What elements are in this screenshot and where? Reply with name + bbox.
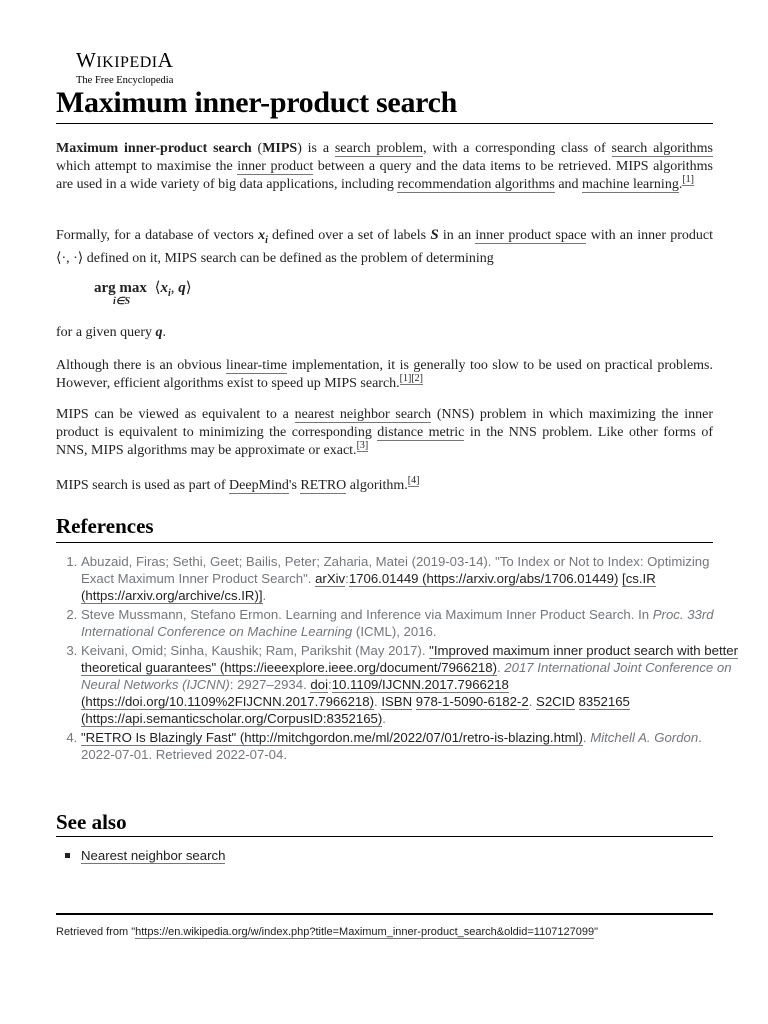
references-divider bbox=[56, 542, 713, 543]
link-retro[interactable]: RETRO bbox=[300, 478, 347, 493]
link-linear-time[interactable]: linear-time bbox=[226, 358, 288, 373]
link-isbn-value[interactable]: 978-1-5090-6182-2 bbox=[415, 694, 529, 709]
link-search-algorithms[interactable]: search algorithms bbox=[611, 141, 713, 156]
link-s2cid-value[interactable]: 8352165 (https://api.semanticscholar.org/CorpusID:8352165) bbox=[81, 694, 630, 726]
math-x-i: $x_i$ bbox=[258, 228, 268, 246]
link-arxiv-id[interactable]: 1706.01449 (https://arxiv.org/abs/1706.01449) bbox=[348, 571, 619, 586]
argmax-formula: arg max i∈S $⟨x_i$, q⟩ bbox=[94, 280, 192, 307]
see-also-heading: See also bbox=[56, 810, 127, 834]
citation-4[interactable]: [4] bbox=[407, 475, 420, 487]
title-divider bbox=[56, 123, 713, 124]
retro-paragraph: MIPS search is used as part of DeepMind's RETRO algorithm.[4] bbox=[56, 475, 420, 493]
performance-paragraph: Although there is an obvious linear-time implementation, it is generally too slow to be used on practical problems. However, efficient algorithms exist to speed up MIPS search.[1][2] bbox=[56, 358, 714, 391]
reference-item: 3. Keivani, Omid; Sinha, Kaushik; Ram, Parikshit (May 2017). "Improved maximum inner product search with better theoretical guarantees" (https://ieeexplore.ieee.org/document/7966218). 2017 International Joint Conference on Neural Networks (IJCNN): 2927–2934. doi:10.1109/IJCNN.2017.7966218 (https://doi.org/10.1109%2FIJCNN.2017.7966218). ISBN 978-1-5090-6182-2. S2CID 8352165 (https://api.semanticscholar.org/CorpusID:8352165). bbox=[81, 642, 738, 727]
reference-item: 1. Abuzaid, Firas; Sethi, Geet; Bailis, Peter; Zaharia, Matei (2019-03-14). "To Index or Not to Index: Optimizing Exact Maximum Inner Product Search". arXiv:1706.01449 (https://arxiv.org/abs/1706.01449) [cs.IR (https://arxiv.org/archive/cs.IR)]. bbox=[81, 553, 738, 604]
intro-paragraph: Maximum inner-product search (MIPS) is a search problem, with a corresponding class of search algorithms which attempt to maximise the inner product between a query and the data items to be retrieved. MIPS algorithms are used in a wide variety of big data applications, including recommendation algorithms and machine learning.[1] bbox=[56, 141, 713, 192]
link-inner-product[interactable]: inner product bbox=[237, 159, 314, 174]
link-permanent-url[interactable]: https://en.wikipedia.org/w/index.php?title=Maximum_inner-product_search&oldid=1107127099 bbox=[135, 926, 595, 938]
link-deepmind[interactable]: DeepMind bbox=[229, 478, 289, 493]
link-cs-ir[interactable]: [cs.IR (https://arxiv.org/archive/cs.IR)] bbox=[81, 571, 656, 603]
link-search-problem[interactable]: search problem bbox=[334, 141, 424, 156]
link-nearest-neighbor-search-see-also[interactable]: Nearest neighbor search bbox=[81, 848, 226, 863]
retrieved-from-footer: Retrieved from "https://en.wikipedia.org/w/index.php?title=Maximum_inner-product_search&oldid=1107127099" bbox=[56, 926, 599, 938]
link-machine-learning[interactable]: machine learning bbox=[582, 177, 679, 192]
nns-paragraph: MIPS can be viewed as equivalent to a nearest neighbor search (NNS) problem in which maximizing the inner product is equivalent to minimizing the corresponding distance metric in the NNS problem. Like other forms of NNS, MIPS algorithms may be approximate or exact.[3] bbox=[56, 407, 713, 458]
logo-wordmark: WIKIPEDIA bbox=[76, 48, 174, 72]
link-nearest-neighbor-search[interactable]: nearest neighbor search bbox=[294, 407, 432, 422]
citation-3[interactable]: [3] bbox=[356, 440, 369, 452]
reference-item: 2. Steve Mussmann, Stefano Ermon. Learning and Inference via Maximum Inner Product Search. In Proc. 33rd International Conference on Machine Learning (ICML), 2016. bbox=[81, 606, 738, 640]
link-doi-value[interactable]: 10.1109/IJCNN.2017.7966218 (https://doi.org/10.1109%2FIJCNN.2017.7966218) bbox=[81, 677, 509, 709]
link-isbn[interactable]: ISBN bbox=[381, 694, 413, 709]
link-recommendation-algorithms[interactable]: recommendation algorithms bbox=[397, 177, 555, 192]
definition-paragraph: Formally, for a database of vectors $x_i$ defined over a set of labels S in an inner product space with an inner product ⟨·, ·⟩ defined on it, MIPS search can be defined as the problem of determining bbox=[56, 227, 713, 266]
query-paragraph: for a given query q. bbox=[56, 325, 167, 340]
link-ieee-paper[interactable]: "Improved maximum inner product search with better theoretical guarantees" (https://ieeexplore.ieee.org/document/7966218) bbox=[81, 643, 739, 675]
citation-2[interactable]: [2] bbox=[411, 373, 423, 385]
logo-tagline: The Free Encyclopedia bbox=[76, 75, 174, 86]
link-arxiv[interactable]: arXiv bbox=[315, 571, 346, 586]
see-also-divider bbox=[56, 836, 713, 837]
citation-1[interactable]: [1] bbox=[399, 373, 412, 385]
link-s2cid[interactable]: S2CID bbox=[536, 694, 575, 709]
references-heading: References bbox=[56, 514, 154, 538]
reference-item: 4. "RETRO Is Blazingly Fast" (http://mitchgordon.me/ml/2022/07/01/retro-is-blazing.html). Mitchell A. Gordon. 2022-07-01. Retrieved 2022-07-04. bbox=[81, 729, 738, 763]
link-inner-product-space[interactable]: inner product space bbox=[475, 228, 587, 243]
math-inner-product-notation: ⟨·, ·⟩ bbox=[56, 250, 84, 266]
references-list bbox=[56, 553, 738, 765]
footer-divider bbox=[56, 913, 713, 915]
math-S: S bbox=[430, 227, 439, 243]
see-also-item bbox=[81, 847, 225, 864]
citation-1[interactable]: [1] bbox=[682, 174, 694, 186]
wikipedia-logo[interactable] bbox=[76, 49, 173, 87]
link-retro-blog[interactable]: "RETRO Is Blazingly Fast" (http://mitchgordon.me/ml/2022/07/01/retro-is-blazing.html) bbox=[81, 730, 583, 745]
link-doi[interactable]: doi bbox=[310, 677, 329, 692]
link-distance-metric[interactable]: distance metric bbox=[377, 425, 465, 440]
see-also-list bbox=[56, 847, 225, 864]
page-title: Maximum inner-product search bbox=[56, 86, 458, 119]
